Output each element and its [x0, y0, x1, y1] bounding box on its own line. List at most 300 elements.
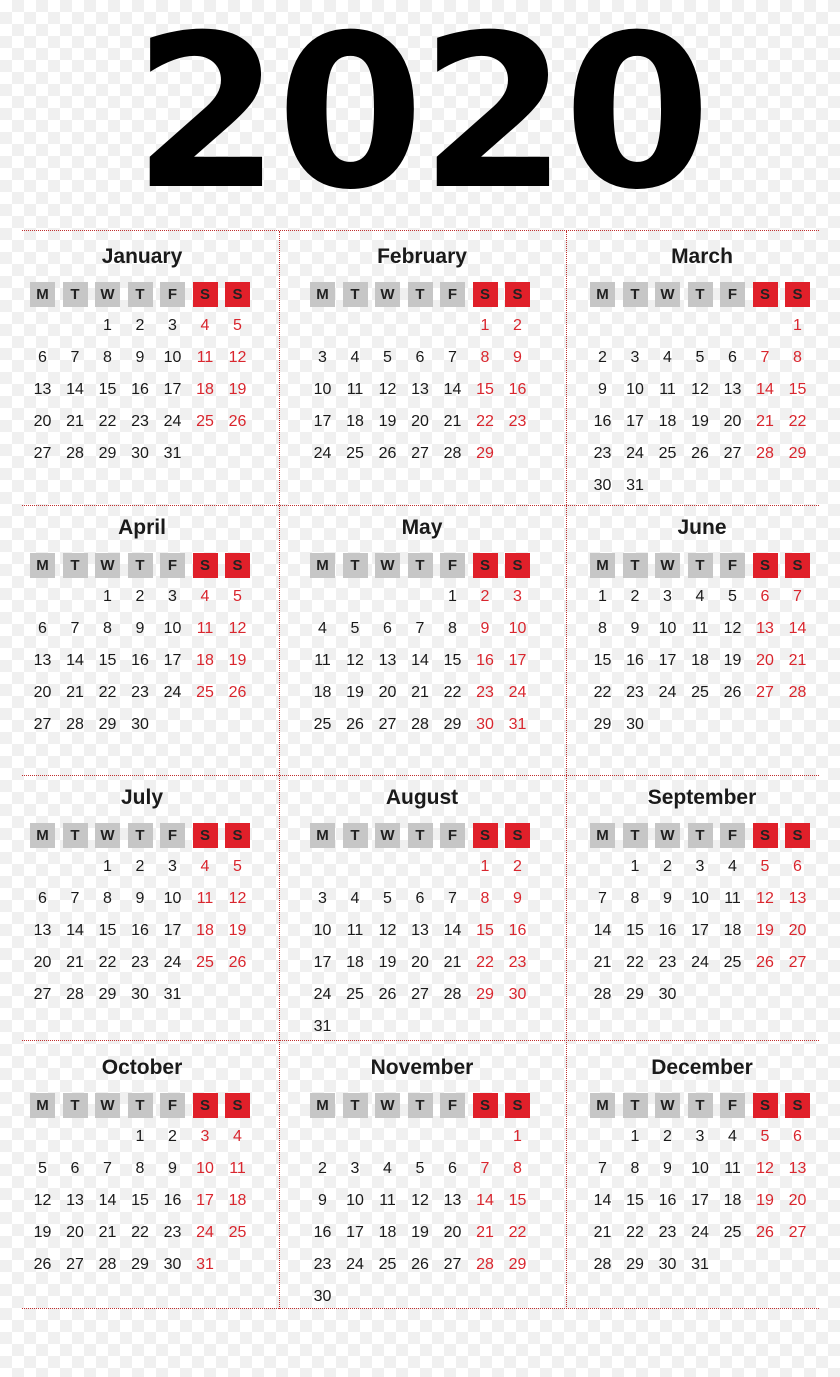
day-cell: 28 — [476, 1256, 494, 1273]
day-cell: 4 — [728, 1128, 737, 1145]
day-cell: 18 — [196, 381, 214, 398]
weekday-header: M — [310, 1093, 335, 1118]
day-cell: 11 — [659, 381, 676, 398]
day-cell: 6 — [38, 349, 47, 366]
day-cell: 5 — [728, 588, 737, 605]
day-cell: 22 — [788, 413, 807, 430]
day-cell: 3 — [695, 858, 705, 875]
day-cell: 20 — [788, 1192, 807, 1209]
day-cell: 14 — [66, 922, 84, 939]
day-cell: 21 — [593, 1224, 612, 1241]
day-cell: 13 — [756, 620, 774, 637]
day-cell: 10 — [313, 922, 332, 939]
day-cell: 16 — [508, 381, 527, 398]
day-cell: 1 — [630, 858, 640, 875]
day-cell: 8 — [630, 890, 640, 907]
day-cell: 4 — [383, 1160, 392, 1177]
day-cell: 13 — [411, 922, 429, 939]
day-cell: 29 — [476, 986, 494, 1003]
day-cell: 27 — [33, 716, 52, 733]
weekday-header: M — [590, 823, 615, 848]
day-cell: 6 — [793, 858, 802, 875]
day-cell: 4 — [350, 890, 360, 907]
day-cell: 11 — [314, 652, 331, 669]
day-cell: 30 — [658, 986, 677, 1003]
day-cell: 7 — [793, 588, 802, 605]
day-cell: 20 — [443, 1224, 462, 1241]
day-cell: 6 — [760, 588, 770, 605]
weekday-header: M — [30, 553, 55, 578]
day-cell: 26 — [691, 445, 709, 462]
weekday-header: F — [440, 1093, 465, 1118]
day-cell: 4 — [200, 588, 210, 605]
year-title: 2020 — [132, 0, 708, 236]
day-cell: 30 — [131, 716, 149, 733]
day-cell: 18 — [723, 922, 742, 939]
day-cell: 10 — [508, 620, 527, 637]
day-cell: 7 — [598, 1160, 607, 1177]
day-cell: 19 — [756, 1192, 774, 1209]
day-cell: 19 — [691, 413, 709, 430]
day-cell: 13 — [723, 381, 742, 398]
day-cell: 11 — [196, 890, 214, 907]
day-cell: 26 — [228, 684, 247, 701]
day-cell: 13 — [788, 1160, 807, 1177]
day-cell: 14 — [593, 1192, 612, 1209]
weekday-header: S — [505, 282, 530, 307]
weekday-header: W — [655, 823, 680, 848]
day-cell: 18 — [378, 1224, 397, 1241]
day-cell: 4 — [233, 1128, 242, 1145]
day-cell: 8 — [630, 1160, 640, 1177]
weekday-header: M — [590, 553, 615, 578]
weekday-header: M — [30, 282, 55, 307]
day-cell: 26 — [33, 1256, 52, 1273]
weekday-header: F — [160, 823, 185, 848]
day-cell: 16 — [131, 652, 149, 669]
day-cell: 23 — [131, 684, 149, 701]
day-cell: 21 — [443, 954, 462, 971]
month-name: September — [647, 786, 757, 809]
day-cell: 8 — [448, 620, 457, 637]
weekday-header: S — [785, 1093, 810, 1118]
weekday-header: S — [193, 553, 218, 578]
day-cell: 16 — [131, 381, 149, 398]
day-cell: 25 — [196, 684, 214, 701]
day-cell: 5 — [383, 890, 392, 907]
weekday-header: W — [655, 1093, 680, 1118]
day-cell: 24 — [346, 1256, 364, 1273]
day-cell: 1 — [448, 588, 457, 605]
day-cell: 14 — [788, 620, 807, 637]
day-cell: 10 — [346, 1192, 364, 1209]
day-cell: 6 — [383, 620, 392, 637]
day-cell: 9 — [168, 1160, 177, 1177]
weekday-header: S — [785, 282, 810, 307]
weekday-header: F — [720, 282, 745, 307]
day-cell: 30 — [313, 1288, 332, 1305]
day-cell: 2 — [480, 588, 490, 605]
day-cell: 22 — [98, 684, 117, 701]
day-cell: 9 — [630, 620, 640, 637]
day-cell: 4 — [200, 317, 210, 334]
weekday-header: T — [623, 1093, 648, 1118]
day-cell: 17 — [691, 922, 709, 939]
day-cell: 28 — [593, 986, 612, 1003]
day-cell: 15 — [98, 922, 117, 939]
day-cell: 17 — [163, 922, 182, 939]
weekday-header: T — [623, 823, 648, 848]
day-cell: 14 — [593, 922, 612, 939]
day-cell: 25 — [196, 413, 214, 430]
day-cell: 3 — [318, 890, 327, 907]
day-cell: 13 — [378, 652, 397, 669]
day-cell: 4 — [200, 858, 210, 875]
day-cell: 30 — [131, 445, 149, 462]
day-cell: 2 — [135, 588, 145, 605]
divider-row-1 — [22, 505, 819, 506]
weekday-header: S — [193, 1093, 218, 1118]
day-cell: 21 — [66, 413, 84, 430]
day-cell: 1 — [480, 858, 490, 875]
weekday-header: F — [440, 823, 465, 848]
day-cell: 27 — [66, 1256, 84, 1273]
day-cell: 9 — [513, 890, 522, 907]
divider-row-2 — [22, 775, 819, 776]
weekday-header: S — [225, 823, 250, 848]
day-cell: 6 — [793, 1128, 802, 1145]
day-cell: 8 — [103, 620, 112, 637]
day-cell: 12 — [228, 349, 247, 366]
day-cell: 22 — [626, 954, 644, 971]
day-cell: 11 — [724, 890, 741, 907]
weekday-header: W — [95, 282, 120, 307]
month-name: November — [370, 1056, 474, 1079]
day-cell: 25 — [723, 1224, 742, 1241]
day-cell: 4 — [350, 349, 360, 366]
day-cell: 24 — [691, 954, 709, 971]
day-cell: 15 — [476, 922, 494, 939]
day-cell: 18 — [228, 1192, 247, 1209]
weekday-header: F — [160, 1093, 185, 1118]
divider-col-2 — [566, 231, 567, 1309]
day-cell: 23 — [626, 684, 644, 701]
day-cell: 2 — [663, 858, 672, 875]
day-cell: 24 — [658, 684, 677, 701]
day-cell: 27 — [33, 986, 52, 1003]
day-cell: 14 — [476, 1192, 494, 1209]
day-cell: 24 — [313, 445, 332, 462]
day-cell: 10 — [196, 1160, 214, 1177]
day-cell: 24 — [691, 1224, 709, 1241]
day-cell: 12 — [691, 381, 709, 398]
day-cell: 13 — [33, 922, 52, 939]
day-cell: 22 — [476, 954, 494, 971]
weekday-header: T — [408, 553, 433, 578]
day-cell: 17 — [346, 1224, 364, 1241]
day-cell: 19 — [228, 381, 247, 398]
day-cell: 20 — [411, 954, 429, 971]
day-cell: 23 — [658, 954, 677, 971]
day-cell: 23 — [476, 684, 494, 701]
day-cell: 16 — [131, 922, 149, 939]
day-cell: 9 — [513, 349, 522, 366]
weekday-header: T — [128, 1093, 153, 1118]
weekday-header: T — [63, 282, 88, 307]
day-cell: 1 — [513, 1128, 522, 1145]
day-cell: 26 — [723, 684, 742, 701]
day-cell: 24 — [313, 986, 332, 1003]
day-cell: 1 — [135, 1128, 145, 1145]
month-name: May — [401, 516, 443, 539]
day-cell: 3 — [168, 588, 177, 605]
month-name: December — [651, 1056, 753, 1079]
day-cell: 15 — [593, 652, 612, 669]
day-cell: 14 — [66, 381, 84, 398]
day-cell: 28 — [66, 445, 84, 462]
day-cell: 11 — [346, 922, 364, 939]
day-cell: 6 — [415, 349, 425, 366]
day-cell: 16 — [658, 1192, 677, 1209]
day-cell: 3 — [168, 317, 177, 334]
weekday-header: T — [63, 553, 88, 578]
day-cell: 11 — [196, 620, 214, 637]
day-cell: 17 — [313, 954, 332, 971]
day-cell: 21 — [66, 684, 84, 701]
day-cell: 26 — [756, 954, 774, 971]
day-cell: 6 — [38, 890, 47, 907]
day-cell: 27 — [788, 1224, 807, 1241]
day-cell: 22 — [98, 954, 117, 971]
day-cell: 5 — [38, 1160, 47, 1177]
day-cell: 18 — [346, 413, 364, 430]
day-cell: 31 — [313, 1018, 332, 1035]
weekday-header: W — [375, 1093, 400, 1118]
weekday-header: S — [505, 1093, 530, 1118]
day-cell: 16 — [593, 413, 612, 430]
day-cell: 3 — [695, 1128, 705, 1145]
day-cell: 11 — [379, 1192, 396, 1209]
month-name: April — [118, 516, 166, 539]
day-cell: 13 — [66, 1192, 84, 1209]
day-cell: 30 — [163, 1256, 182, 1273]
day-cell: 14 — [443, 381, 462, 398]
weekday-header: T — [688, 282, 713, 307]
day-cell: 28 — [66, 986, 84, 1003]
day-cell: 2 — [513, 858, 522, 875]
day-cell: 23 — [593, 445, 612, 462]
day-cell: 4 — [663, 349, 672, 366]
day-cell: 24 — [163, 954, 182, 971]
day-cell: 25 — [346, 986, 364, 1003]
day-cell: 1 — [103, 588, 112, 605]
day-cell: 14 — [756, 381, 774, 398]
day-cell: 28 — [411, 716, 429, 733]
day-cell: 18 — [723, 1192, 742, 1209]
day-cell: 14 — [411, 652, 429, 669]
day-cell: 16 — [163, 1192, 182, 1209]
day-cell: 24 — [508, 684, 527, 701]
weekday-header: M — [310, 553, 335, 578]
day-cell: 20 — [411, 413, 429, 430]
day-cell: 3 — [318, 349, 327, 366]
day-cell: 6 — [415, 890, 425, 907]
day-cell: 7 — [448, 349, 457, 366]
weekday-header: M — [30, 1093, 55, 1118]
weekday-header: W — [375, 553, 400, 578]
weekday-header: T — [63, 1093, 88, 1118]
weekday-header: T — [128, 823, 153, 848]
day-cell: 8 — [103, 349, 112, 366]
weekday-header: S — [473, 553, 498, 578]
day-cell: 28 — [443, 445, 462, 462]
day-cell: 16 — [658, 922, 677, 939]
month-name: October — [101, 1056, 183, 1079]
weekday-header: S — [505, 553, 530, 578]
day-cell: 16 — [508, 922, 527, 939]
day-cell: 8 — [793, 349, 802, 366]
weekday-header: F — [160, 553, 185, 578]
day-cell: 22 — [476, 413, 494, 430]
divider-col-1 — [279, 231, 280, 1309]
day-cell: 29 — [626, 1256, 644, 1273]
day-cell: 2 — [598, 349, 607, 366]
weekday-header: S — [473, 282, 498, 307]
day-cell: 21 — [66, 954, 84, 971]
day-cell: 29 — [98, 716, 117, 733]
day-cell: 27 — [788, 954, 807, 971]
day-cell: 12 — [346, 652, 364, 669]
day-cell: 17 — [163, 381, 182, 398]
day-cell: 22 — [98, 413, 117, 430]
day-cell: 2 — [318, 1160, 327, 1177]
weekday-header: S — [193, 823, 218, 848]
day-cell: 7 — [448, 890, 457, 907]
weekday-header: W — [95, 553, 120, 578]
weekday-header: T — [343, 282, 368, 307]
day-cell: 9 — [480, 620, 490, 637]
day-cell: 26 — [378, 986, 397, 1003]
weekday-header: W — [655, 553, 680, 578]
weekday-header: W — [375, 823, 400, 848]
day-cell: 12 — [411, 1192, 429, 1209]
day-cell: 6 — [70, 1160, 80, 1177]
weekday-header: S — [193, 282, 218, 307]
day-cell: 25 — [691, 684, 709, 701]
day-cell: 7 — [598, 890, 607, 907]
day-cell: 10 — [691, 890, 709, 907]
day-cell: 23 — [508, 413, 527, 430]
day-cell: 29 — [443, 716, 462, 733]
day-cell: 19 — [33, 1224, 52, 1241]
day-cell: 12 — [378, 922, 397, 939]
day-cell: 24 — [163, 413, 182, 430]
day-cell: 20 — [756, 652, 774, 669]
day-cell: 26 — [228, 413, 247, 430]
day-cell: 4 — [695, 588, 705, 605]
weekday-header: W — [375, 282, 400, 307]
day-cell: 13 — [33, 381, 52, 398]
day-cell: 29 — [98, 986, 117, 1003]
day-cell: 5 — [415, 1160, 425, 1177]
day-cell: 16 — [476, 652, 494, 669]
day-cell: 21 — [593, 954, 612, 971]
day-cell: 30 — [626, 716, 644, 733]
day-cell: 30 — [658, 1256, 677, 1273]
day-cell: 24 — [163, 684, 182, 701]
day-cell: 22 — [626, 1224, 644, 1241]
divider-row-3 — [22, 1040, 819, 1041]
weekday-header: T — [688, 1093, 713, 1118]
weekday-header: S — [753, 1093, 778, 1118]
weekday-header: S — [753, 823, 778, 848]
weekday-header: T — [128, 282, 153, 307]
day-cell: 18 — [346, 954, 364, 971]
weekday-header: T — [623, 282, 648, 307]
day-cell: 29 — [476, 445, 494, 462]
day-cell: 30 — [593, 477, 612, 494]
month-name: March — [671, 245, 733, 268]
day-cell: 15 — [626, 1192, 644, 1209]
day-cell: 20 — [723, 413, 742, 430]
day-cell: 21 — [788, 652, 807, 669]
day-cell: 9 — [663, 1160, 672, 1177]
day-cell: 6 — [448, 1160, 457, 1177]
day-cell: 1 — [103, 317, 112, 334]
day-cell: 27 — [756, 684, 774, 701]
weekday-header: T — [688, 823, 713, 848]
day-cell: 21 — [443, 413, 462, 430]
day-cell: 1 — [793, 317, 802, 334]
day-cell: 30 — [508, 986, 527, 1003]
day-cell: 17 — [163, 652, 182, 669]
day-cell: 2 — [663, 1128, 672, 1145]
day-cell: 31 — [163, 445, 182, 462]
day-cell: 31 — [508, 716, 527, 733]
day-cell: 18 — [691, 652, 709, 669]
day-cell: 28 — [788, 684, 807, 701]
day-cell: 25 — [228, 1224, 247, 1241]
day-cell: 4 — [728, 858, 737, 875]
day-cell: 1 — [103, 858, 112, 875]
weekday-header: S — [505, 823, 530, 848]
day-cell: 18 — [196, 652, 214, 669]
day-cell: 7 — [415, 620, 425, 637]
day-cell: 28 — [98, 1256, 117, 1273]
day-cell: 10 — [163, 349, 182, 366]
weekday-header: T — [128, 553, 153, 578]
day-cell: 27 — [411, 986, 429, 1003]
day-cell: 28 — [593, 1256, 612, 1273]
day-cell: 31 — [691, 1256, 709, 1273]
weekday-header: M — [310, 282, 335, 307]
day-cell: 25 — [346, 445, 364, 462]
day-cell: 21 — [411, 684, 429, 701]
day-cell: 11 — [346, 381, 364, 398]
weekday-header: S — [473, 823, 498, 848]
day-cell: 11 — [229, 1160, 246, 1177]
day-cell: 9 — [135, 349, 145, 366]
day-cell: 7 — [760, 349, 770, 366]
day-cell: 29 — [508, 1256, 527, 1273]
day-cell: 6 — [38, 620, 47, 637]
day-cell: 21 — [476, 1224, 494, 1241]
day-cell: 10 — [163, 620, 182, 637]
month-name: August — [385, 786, 459, 809]
day-cell: 22 — [131, 1224, 149, 1241]
day-cell: 20 — [33, 413, 52, 430]
month-name: July — [120, 786, 164, 809]
